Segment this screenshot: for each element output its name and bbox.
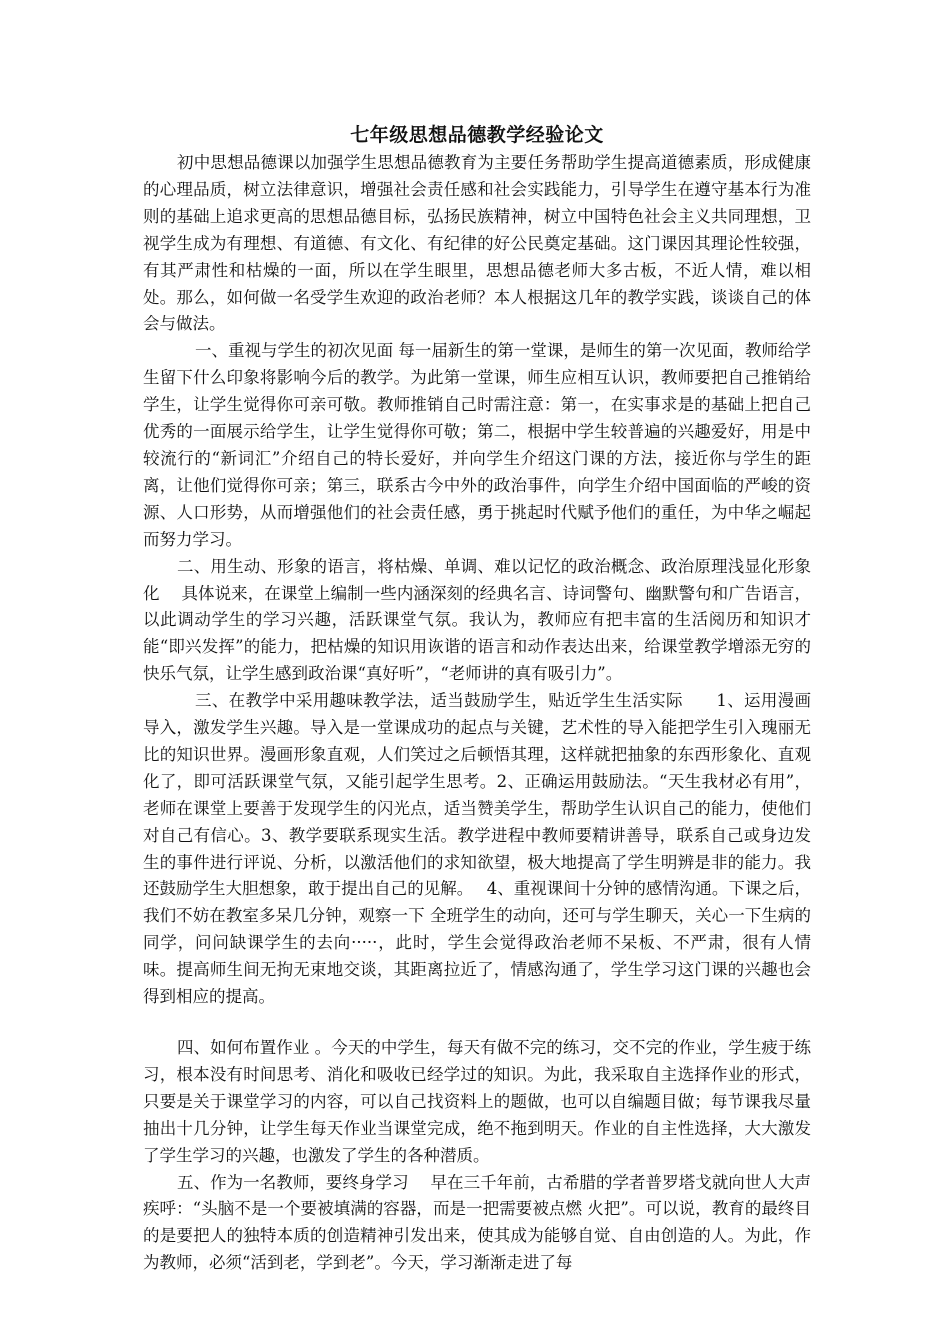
paragraph-section-4: 四、如何布置作业 。今天的中学生，每天有做不完的练习，交不完的作业，学生疲于练习，根本没有时间思考、消化和吸收已经学过的知识。为此，我采取自主选择作业的形式，只要是关于课堂学习的内容，可以自己找资料上的题做，也可以自编题目做；每节课我尽量抽出十几分钟，让学生每天作业当课堂完成，绝不拖到明天。作业的自主性选择，大大激发了学生学习的兴趣，也激发了学生的各种潜质。 [143, 1038, 811, 1165]
paragraph-spacer [143, 1011, 811, 1035]
paragraph-section-1: 一、重视与学生的初次见面 每一届新生的第一堂课，是师生的第一次见面，教师给学生留下什么印象将影响今后的教学。为此第一堂课，师生应相互认识，教师要把自己推销给学生，让学生觉得你可亲可敬。教师推销自己时需注意：第一，在实事求是的基础上把自己优秀的一面展示给学生，让学生觉得你可敬；第二，根据中学生较普遍的兴趣爱好，用是中较流行的“新词汇”介绍自己的特长爱好，并向学生介绍这门课的方法，接近你与学生的距离，让他们觉得你可亲；第三，联系古今中外的政治事件，向学生介绍中国面临的严峻的资源、人口形势，从而增强他们的社会责任感，勇于挑起时代赋予他们的重任，为中华之崛起而努力学习。 [143, 341, 811, 549]
document-title: 七年级思想品德教学经验论文 [350, 124, 604, 146]
paragraph-intro: 初中思想品德课以加强学生思想品德教育为主要任务帮助学生提高道德素质，形成健康的心理品质，树立法律意识，增强社会责任感和社会实践能力，引导学生在遵守基本行为准则的基础上追求更高的思想品德目标，弘扬民族精神，树立中国特色社会主义共同理想，卫视学生成为有理想、有道德、有文化、有纪律的好公民奠定基础。这门课因其理论性较强，有其严肃性和枯燥的一面，所以在学生眼里，思想品德老师大多古板，不近人情，难以相处。那么，如何做一名受学生欢迎的政治老师？本人根据这几年的教学实践，谈谈自己的体会与做法。 [143, 153, 811, 334]
paragraph-section-2: 二、用生动、形象的语言，将枯燥、单调、难以记忆的政治概念、政治原理浅显化形象化 具体说来，在课堂上编制一些内涵深刻的经典名言、诗词警句、幽默警句和广告语言，以此调动学生的学习兴趣，活跃课堂气氛。我认为，教师应有把丰富的生活阅历和知识才能“即兴发挥”的能力，把枯燥的知识用诙谐的语言和动作表达出来，给课堂教学增添无穷的快乐气氛，让学生感到政治课“真好听”，“老师讲的真有吸引力”。 [143, 556, 811, 684]
document-page [143, 122, 811, 1277]
paragraph-section-5: 五、作为一名教师，要终身学习 早在三千年前，古希腊的学者普罗塔戈就向世人大声疾呼：“头脑不是一个要被填满的容器，而是一把需要被点燃 火把”。可以说，教育的最终目的是要把人的独特本质的创造精神引发出来，使其成为能够自觉、自由创造的人。为此，作为教师，必须“活到老，学到老”。今天，学习渐渐走进了每 [143, 1172, 811, 1273]
paragraph-section-3: 三、在教学中采用趣味教学法，适当鼓励学生，贴近学生生活实际 1、运用漫画导入，激发学生兴趣。导入是一堂课成功的起点与关键，艺术性的导入能把学生引入瑰丽无比的知识世界。漫画形象直观，人们笑过之后顿悟其理，这样就把抽象的东西形象化、直观化了，即可活跃课堂气氛，又能引起学生思考。2、正确运用鼓励法。“天生我材必有用”，老师在课堂上要善于发现学生的闪光点，适当赞美学生，帮助学生认识自己的能力，使他们对自己有信心。3、教学要联系现实生活。教学进程中教师要精讲善导，联系自己或身边发生的事件进行评说、分析，以激活他们的求知欲望，极大地提高了学生明辨是非的能力。我还鼓励学生大胆想象，敢于提出自己的见解。 4、重视课间十分钟的感情沟通。下课之后，我们不妨在教室多呆几分钟，观察一下 全班学生的动向，还可与学生聊天，关心一下生病的同学，问问缺课学生的去向·····，此时，学生会觉得政治老师不呆板、不严肃，很有人情味。提高师生间无拘无束地交谈，其距离拉近了，情感沟通了，学生学习这门课的兴趣也会得到相应的提高。 [143, 691, 811, 1007]
